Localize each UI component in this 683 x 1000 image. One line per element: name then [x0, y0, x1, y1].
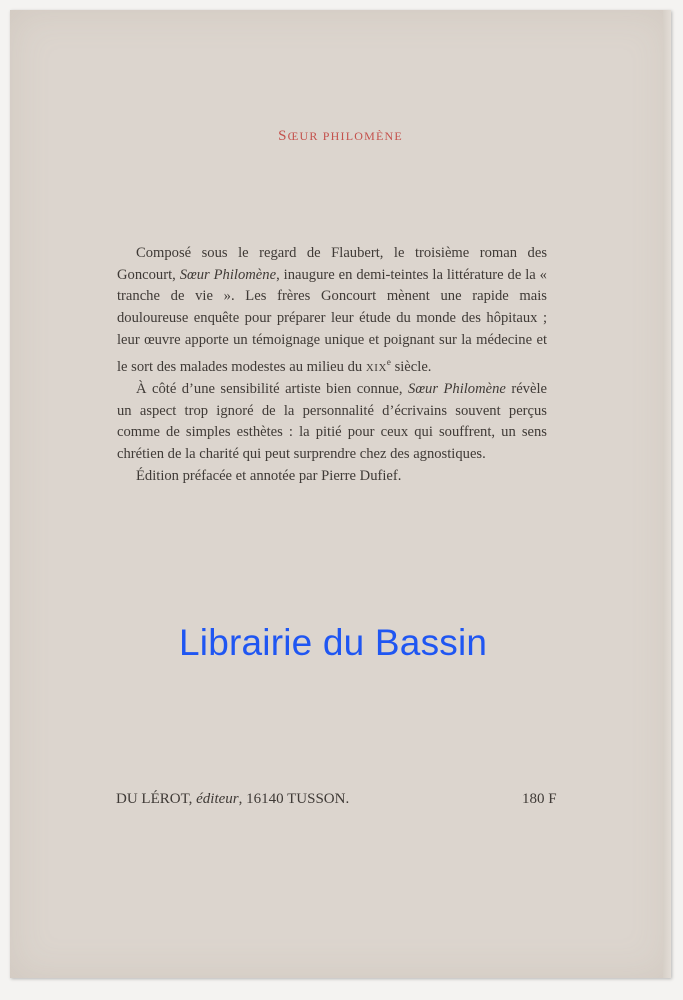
price-label: 180 F: [522, 791, 557, 807]
blurb-paragraph-3: Édition préfacée et annotée par Pierre Dufief.: [136, 467, 402, 484]
century-numeral: XIX: [365, 361, 387, 374]
book-back-cover: [10, 10, 671, 978]
bookseller-watermark: Librairie du Bassin: [179, 622, 488, 663]
book-title: [10, 128, 671, 145]
blurb-paragraph-1: Composé sous le regard de Flaubert, le troisième roman des Goncourt, Sœur Philomène, inaugure en demi-teintes la littérature de la « tranche de vie ». Les frères Goncourt mènent une rapide mais douloureuse enquête pour préparer leur étude du monde des hôpitaux ; leur œuvre apporte un témoignage unique et poignant sur la médecine et le sort des malades modestes au milieu du XIXe siècle.: [117, 245, 547, 375]
blurb-text: [117, 243, 547, 488]
blurb-paragraph-2: À côté d’une sensibilité artiste bien connue, Sœur Philomène révèle un aspect trop ignoré de la personnalité d’écrivains souvent perçus comme de simples esthètes : la pitié pour ceux qui souffrent, un sens chrétien de la charité qui peut surprendre chez des agnostiques.: [117, 381, 547, 463]
italic-title: Sœur Philomène: [179, 266, 277, 283]
italic-title: Sœur Philomène: [408, 381, 506, 398]
title-rest: ŒUR PHILOMÈNE: [287, 129, 403, 143]
publisher-line: DU LÉROT, éditeur, 16140 TUSSON.: [116, 791, 350, 807]
cover-edge: [663, 10, 671, 978]
century-superscript: e: [386, 356, 391, 367]
title-initial: S: [278, 128, 288, 144]
